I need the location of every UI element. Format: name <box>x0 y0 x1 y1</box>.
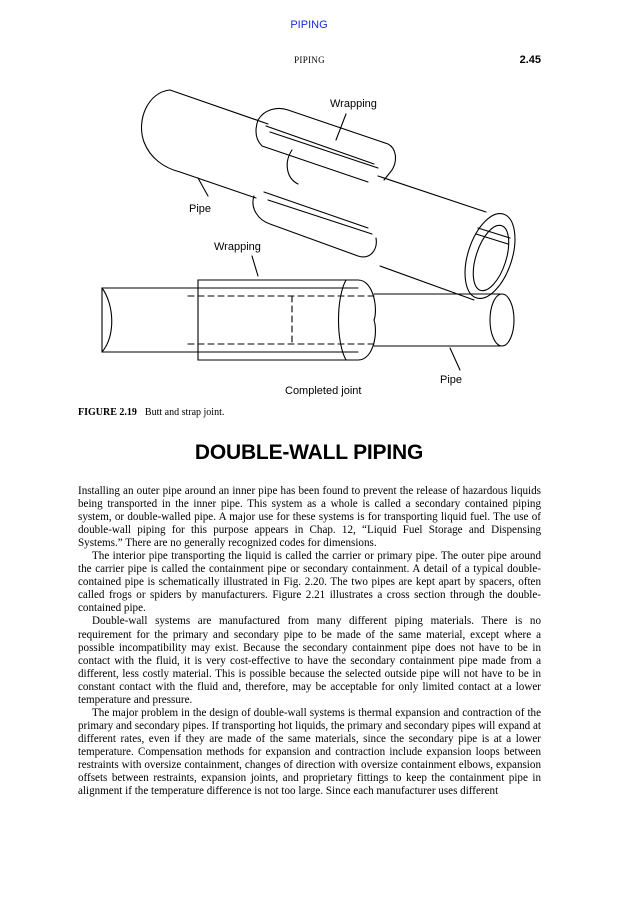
label-completed-joint: Completed joint <box>285 385 362 397</box>
paragraph-2: The interior pipe transporting the liquid is called the carrier or primary pipe. The outer pipe around the carrier pipe is called the containment pipe or secondary containment. A detail of a typical double-contained pipe is schematically illustrated in Fig. 2.20. The two pipes are kept apart by spacers, often called frogs or spiders by manufacturers. Figure 2.21 illustrates a cross section through the double-contained pipe. <box>78 550 541 615</box>
running-header-link[interactable]: PIPING <box>290 19 328 31</box>
pipe-right-body <box>378 176 486 212</box>
wrapping-lower <box>253 196 376 257</box>
wrapping-upper <box>258 108 395 180</box>
body-text <box>78 485 541 798</box>
label-pipe-bottom: Pipe <box>440 374 463 386</box>
paragraph-4: The major problem in the design of double-wall systems is thermal expansion and contraction of the primary and secondary pipes. If transporting hot liquids, the primary and secondary pipes will expand at different rates, even if they are made of the same materials, since the secondary pipe is at a lower temperature. Compensation methods for expansion and contraction include expansion loops between restraints with oversize containment, changes of direction with oversize containment elbows, expansion offsets between restraints, expansion joints, and proprietary fittings to keep the containment pipe in alignment if the temperature difference is not too large. Since each manufacturer uses different <box>78 706 541 798</box>
label-wrapping-top: Wrapping <box>330 98 377 110</box>
figure-caption-text: Butt and strap joint. <box>144 407 225 418</box>
label-pipe-top: Pipe <box>189 203 212 215</box>
pipe-left-end <box>142 90 180 172</box>
paragraph-1: Installing an outer pipe around an inner pipe has been found to prevent the release of hazardous liquids being transported in the inner pipe. This system as a whole is called a secondary contained piping system, or double-walled pipe. A major use for these systems is for transporting liquid fuel. The use of double-wall piping for this purpose appears in Chap. 12, “Liquid Fuel Storage and Dispensing Systems.” There are no generally recognized codes for dimensions. <box>78 485 541 550</box>
figure-butt-and-strap-joint <box>78 80 541 400</box>
page-number: 2.45 <box>519 54 541 66</box>
running-title: PIPING <box>294 55 325 65</box>
figure-caption <box>78 407 224 418</box>
figure-number: FIGURE 2.19 <box>78 407 137 418</box>
running-head <box>78 55 541 69</box>
pipe-left-body <box>170 90 268 124</box>
label-wrapping-bottom: Wrapping <box>214 241 261 253</box>
joint-wrapping <box>198 280 375 320</box>
section-title: DOUBLE-WALL PIPING <box>194 441 424 464</box>
paragraph-3: Double-wall systems are manufactured from many different piping materials. There is no requirement for the primary and secondary pipe to be made of the same material, except where a possible incompatibility may exist. Because the secondary containment pipe does not have to be in contact with the fluid, it is very cost-effective to have the secondary containment pipe made from a different, less costly material. This is possible because the selected outside pipe will not have to be in constant contact with the fluid and, therefore, may be acceptable for only limited contact at a lower temperature and pressure. <box>78 615 541 706</box>
pipe-right-opening <box>455 207 524 304</box>
